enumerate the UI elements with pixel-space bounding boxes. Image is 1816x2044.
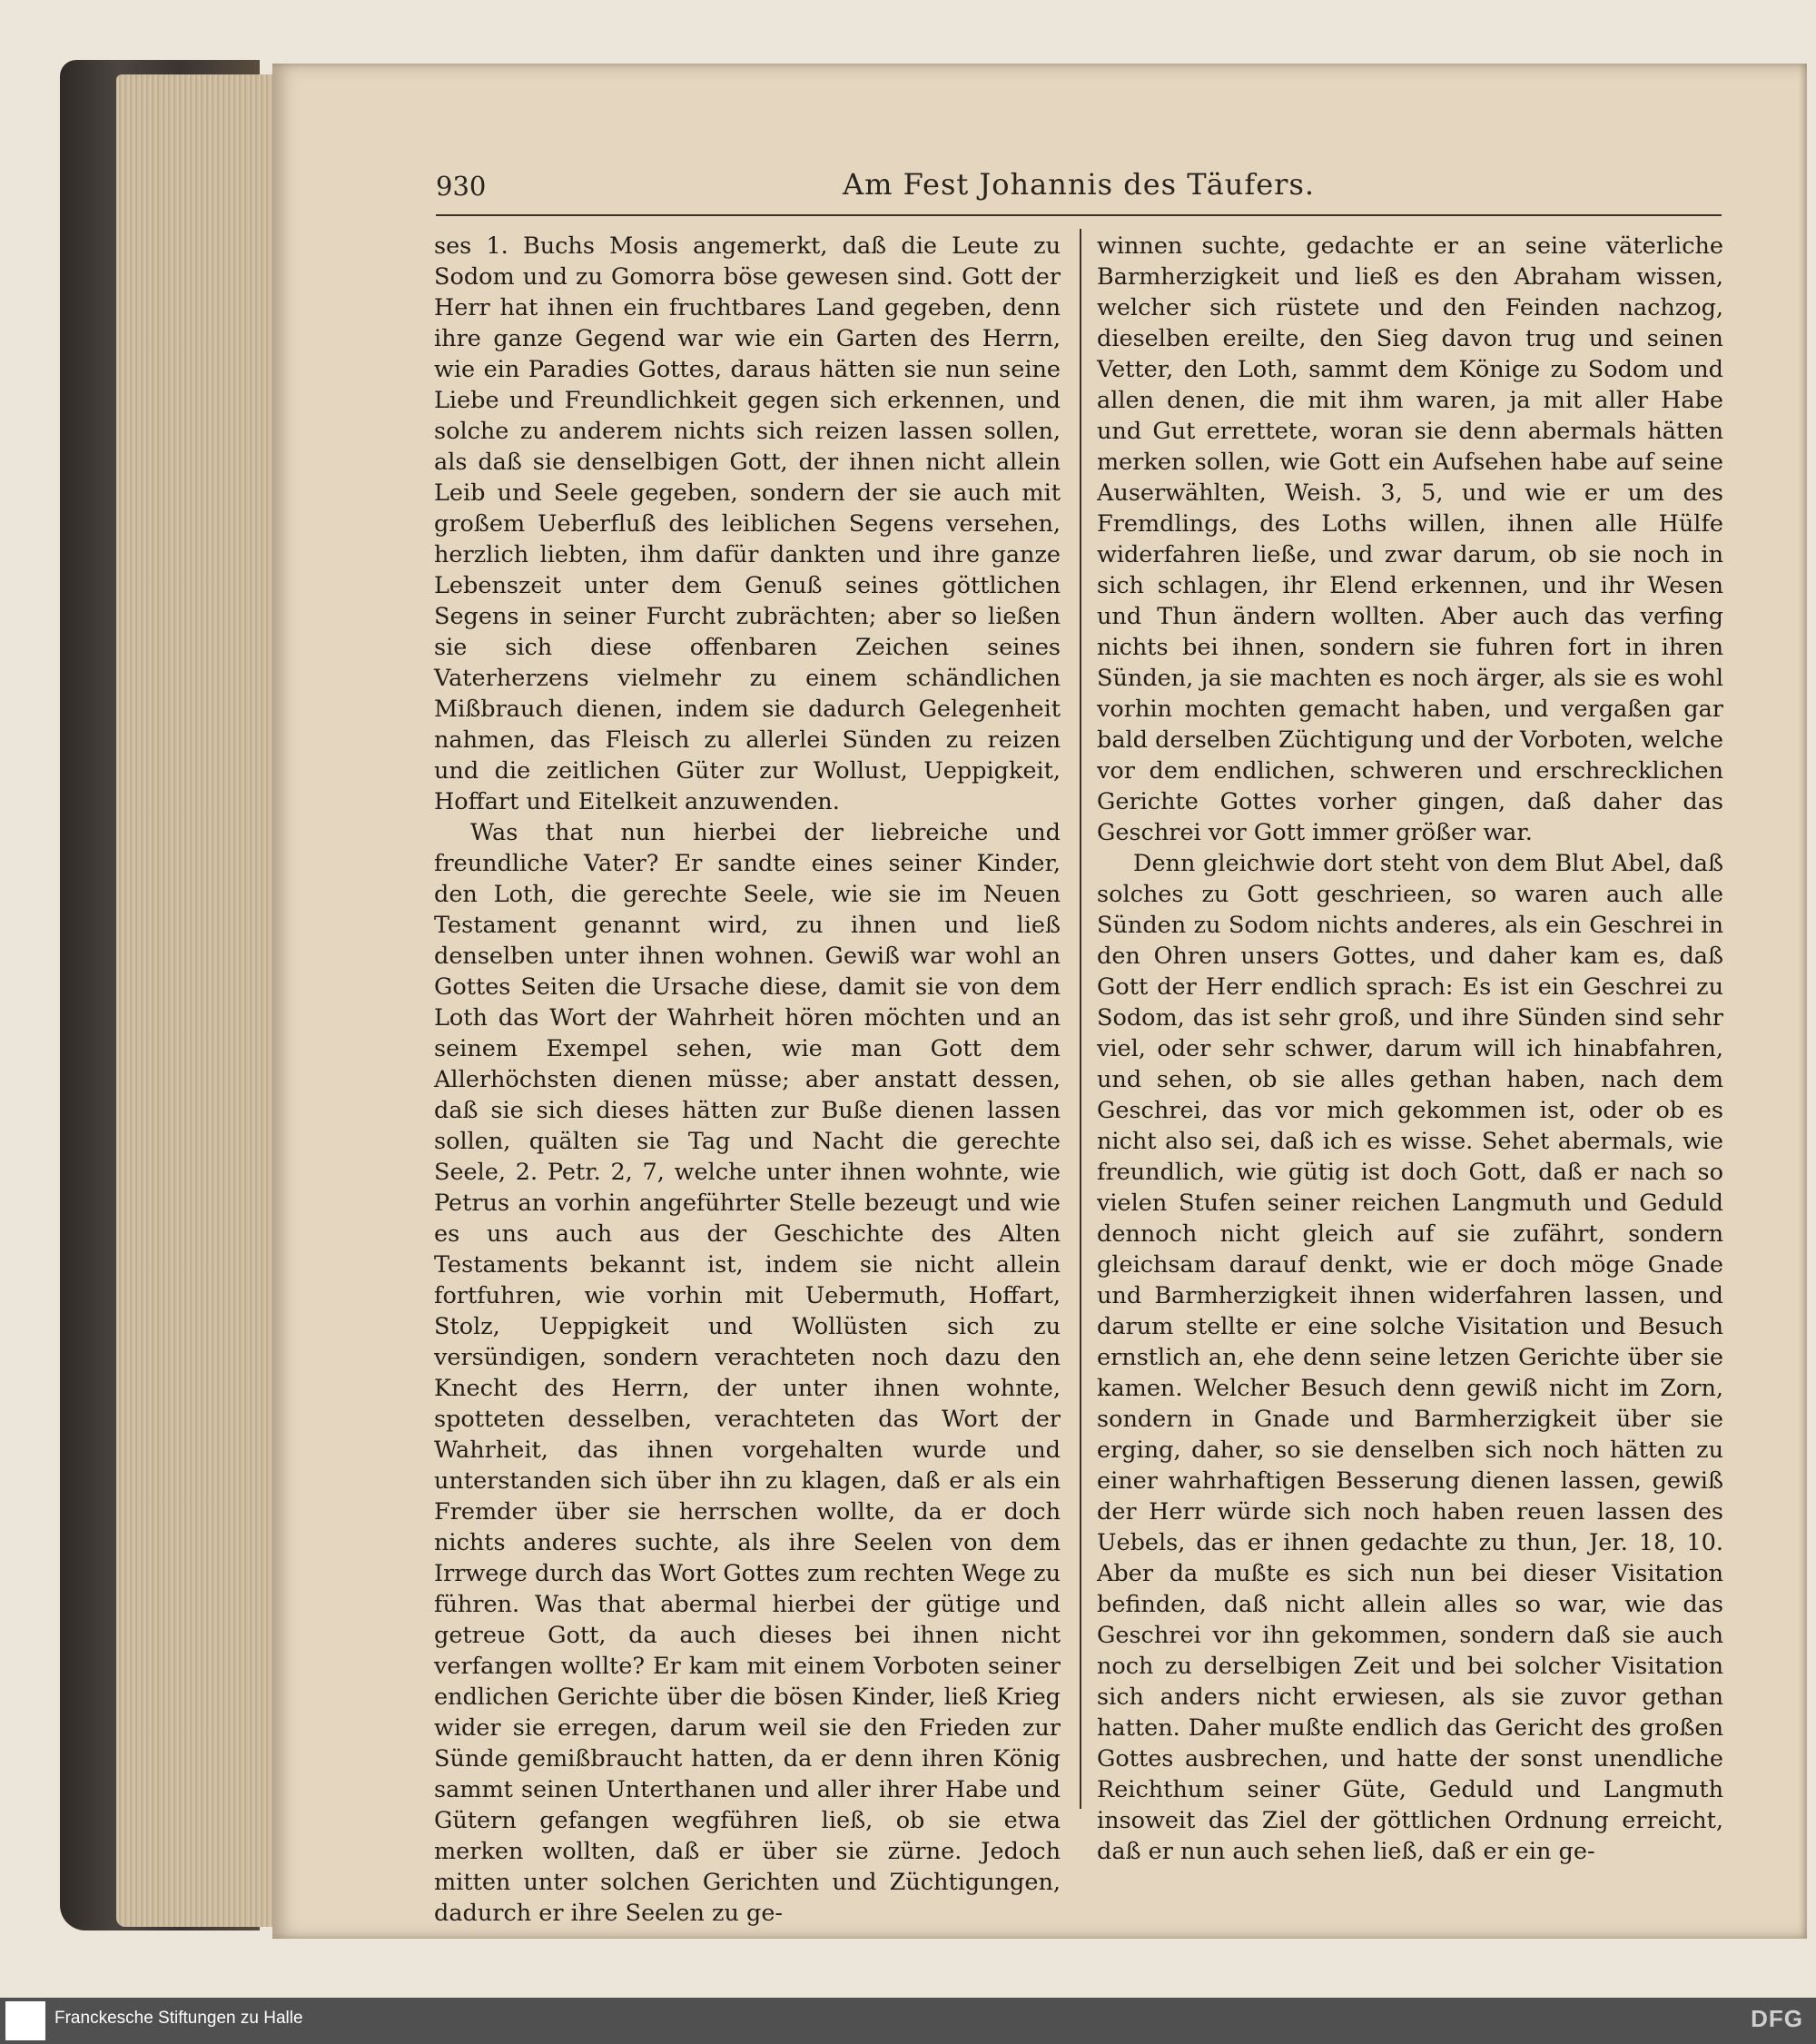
- institution-name: Franckesche Stiftungen zu Halle: [54, 2009, 303, 2028]
- viewer-footer: [0, 1998, 1816, 2044]
- page-edges: [116, 74, 289, 1927]
- institution-logo: [5, 2001, 45, 2040]
- paragraph: ses 1. Buchs Mosis angemerkt, daß die Leute zu Sodom und zu Gomorra böse gewesen sind. Gott der Herr hat ihnen ein fruchtbares Land gegeben, denn ihre ganze Gegend war wie ein Garten des Herrn, wie ein Paradies Gottes, daraus hätten sie nun seine Liebe und Freundlichkeit gegen sich erkennen, und solche zu anderem nichts sich reizen lassen sollen, als daß sie denselbigen Gott, der ihnen nicht allein Leib und Seele gegeben, sondern der sie auch mit großem Ueberfluß des leiblichen Segens versehen, herzlich liebten, ihm dafür dankten und ihre ganze Lebenszeit unter dem Genuß seines göttlichen Segens in seiner Furcht zubrächten; aber so ließen sie sich diese offenbaren Zeichen seines Vaterherzens vielmehr zu einem schändlichen Mißbrauch dienen, indem sie dadurch Gelegenheit nahmen, das Fleisch zu allerlei Sünden zu reizen und die zeitlichen Güter zur Wollust, Ueppigkeit, Hoffart und Eitelkeit anzuwenden.: [434, 232, 1061, 815]
- paragraph: Was that nun hierbei der liebreiche und freundliche Vater? Er sandte eines seiner Kinder, den Loth, die gerechte Seele, wie sie im Neuen Testament genannt wird, zu ihnen und ließ denselben unter ihnen wohnen. Gewiß war wohl an Gottes Seiten die Ursache diese, damit sie von dem Loth das Wort der Wahrheit hören möchten und an seinem Exempel sehen, wie man Gott dem Allerhöchsten dienen müsse; aber anstatt dessen, daß sie sich dieses hätten zur Buße dienen lassen sollen, quälten sie Tag und Nacht die gerechte Seele, 2. Petr. 2, 7, welche unter ihnen wohnte, wie Petrus an vorhin angeführter Stelle bezeugt und wie es uns auch aus der Geschichte des Alten Testaments bekannt ist, indem sie nicht allein fortfuhren, wie vorhin mit Uebermuth, Hoffart, Stolz, Ueppigkeit und Wollüsten sich zu versündigen, sondern verachteten noch dazu den Knecht des Herrn, der unter ihnen wohnte, spotteten desselben, verachteten das Wort der Wahrheit, das ihnen vorgehalten wurde und unterstanden sich über ihn zu klagen, daß er als ein Fremder über sie herrschen wollte, da er doch nichts anderes suchte, als ihre Seelen von dem Irrwege durch das Wort Gottes zum rechten Wege zu führen. Was that abermal hierbei der gütige und getreue Gott, da auch dieses bei ihnen nicht verfangen wollte? Er kam mit einem Vorboten seiner endlichen Gerichte über die bösen Kinder, ließ Krieg wider sie erregen, darum weil sie den Frieden zur Sünde gemißbraucht hatten, da er denn ihren König sammt seinen Unterthanen und aller ihrer Habe und Gütern gefangen wegführen ließ, ob sie etwa merken wollten, daß er über sie zürne. Jedoch mitten unter solchen Gerichten und Züchtigungen, dadurch er ihre Seelen zu ge-: [434, 819, 1061, 1927]
- page-number: 930: [436, 171, 487, 202]
- page-title: Am Fest Johannis des Täufers.: [842, 167, 1316, 202]
- header-rule: [436, 214, 1722, 216]
- running-head: [436, 163, 1722, 214]
- dfg-logo: DFG: [1751, 2005, 1803, 2032]
- left-column: [434, 231, 1061, 1929]
- right-column: [1097, 231, 1723, 1867]
- paragraph: winnen suchte, gedachte er an seine väterliche Barmherzigkeit und ließ es den Abraham wissen, welcher sich rüstete und den Feinden nachzog, dieselben ereilte, den Sieg davon trug und seinen Vetter, den Loth, sammt dem Könige zu Sodom und allen denen, die mit ihm waren, ja mit aller Habe und Gut errettete, woran sie denn abermals hätten merken sollen, wie Gott ein Aufsehen habe auf seine Auserwählten, Weish. 3, 5, und wie er um des Fremdlings, des Loths willen, ihnen alle Hülfe widerfahren ließe, und zwar darum, ob sie noch in sich schlagen, ihr Elend erkennen, und ihr Wesen und Thun ändern wollten. Aber auch das verfing nichts bei ihnen, sondern sie fuhren fort in ihren Sünden, ja sie machten es noch ärger, als sie es wohl vorhin mochten gemacht haben, und vergaßen gar bald derselben Züchtigung und der Vorboten, welche vor dem endlichen, schweren und erschrecklichen Gerichte Gottes vorher gingen, daß daher das Geschrei vor Gott immer größer war.: [1097, 232, 1723, 846]
- paragraph: Denn gleichwie dort steht von dem Blut Abel, daß solches zu Gott geschrieen, so waren auch alle Sünden zu Sodom nichts anderes, als ein Geschrei in den Ohren unsers Gottes, und daher kam es, daß Gott der Herr endlich sprach: Es ist ein Geschrei zu Sodom, das ist sehr groß, und ihre Sünden sind sehr viel, oder sehr schwer, darum will ich hinabfahren, und sehen, ob sie alles gethan haben, nach dem Geschrei, das vor mich gekommen ist, oder ob es nicht also sei, daß ich es wisse. Sehet abermals, wie freundlich, wie gütig ist doch Gott, daß er nach so vielen Stufen seiner reichen Langmuth und Geduld dennoch nicht gleich auf sie zufährt, sondern gleichsam darauf denkt, wie er doch möge Gnade und Barmherzigkeit ihnen widerfahren lassen, und darum stellte er eine solche Visitation und Besuch ernstlich an, ehe denn seine letzen Gerichte über sie kamen. Welcher Besuch denn gewiß nicht im Zorn, sondern in Gnade und Barmherzigkeit über sie erging, daher, so sie denselben sich noch hätten zu einer wahrhaftigen Besserung dienen lassen, gewiß der Herr würde sich noch haben reuen lassen des Uebels, das er ihnen gedachte zu thun, Jer. 18, 10. Aber da mußte es sich nun bei dieser Visitation befinden, daß nicht allein alles so war, wie das Geschrei vor ihn gekommen, sondern daß sie auch noch zu derselbigen Zeit und bei solcher Visitation sich anders nicht erwiesen, als sie zuvor gethan hatten. Daher mußte endlich das Gericht des großen Gottes ausbrechen, und hatte der sonst unendliche Reichthum seiner Güte, Geduld und Langmuth insoweit das Ziel der göttlichen Ordnung erreicht, daß er nun auch sehen ließ, daß er ein ge-: [1097, 850, 1723, 1865]
- column-divider: [1080, 229, 1081, 1809]
